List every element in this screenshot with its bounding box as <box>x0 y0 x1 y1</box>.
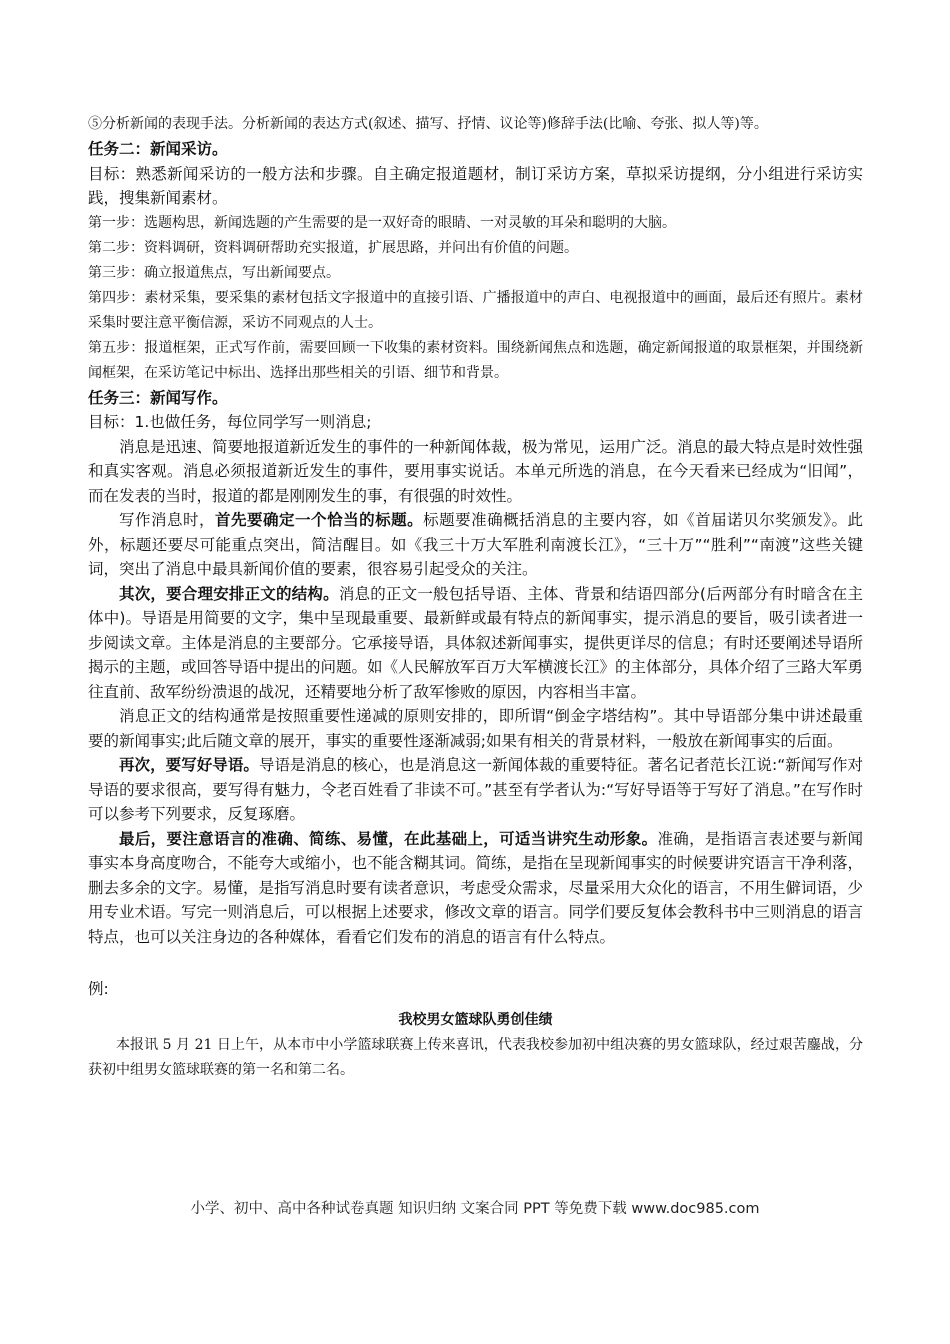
lead-paragraph-key: 再次，要写好导语。 <box>119 756 259 774</box>
task3-heading: 任务三：新闻写作。 <box>88 388 228 407</box>
spacer <box>88 949 863 977</box>
structure-paragraph-rest: 消息的正文一般包括导语、主体、背景和结语四部分(后两部分有时暗含在主体中)。导语是用简要的文字，集中呈现最重要、最新鲜或最有特点的新闻事实，提示消息的要旨，吸引读者进一步阅读文章。主体是消息的主要部分。它承接导语，具体叙述新闻事实，提供更详尽的信息；有时还要阐述导语所揭示的主题，或回答导语中提出的问题。如《人民解放军百万大军横渡长江》的主体部分，具体介绍了三路大军勇往直前、敌军纷纷溃退的战况，还精要地分析了敌军惨败的原因，内容相当丰富。 <box>88 584 864 701</box>
title-paragraph-key: 首先要确定一个恰当的标题。 <box>215 511 424 529</box>
example-title: 我校男女篮球队勇创佳绩 <box>398 1011 553 1028</box>
pyramid-paragraph: 消息正文的结构通常是按照重要性递减的原则安排的，即所谓“倒金字塔结构”。其中导语部分集中讲述最重要的新闻事实;此后随文章的展开，事实的重要性逐渐减弱;如果有相关的背景材料，一般放在新闻事实的后面。 <box>88 707 863 750</box>
example-label: 例: <box>88 980 109 998</box>
step-2: 第二步：资料调研，资料调研帮助充实报道，扩展思路，并问出有价值的问题。 <box>88 239 578 256</box>
step-5: 第五步：报道框架，正式写作前，需要回顾一下收集的素材资料。围绕新闻焦点和选题，确定新闻报道的取景框架，并围绕新闻框架，在采访笔记中标出、选择出那些相关的引语、细节和背景。 <box>88 339 863 381</box>
lead-paragraph-rest: 导语是消息的核心，也是消息这一新闻体裁的重要特征。著名记者范长江说:“新闻写作对导语的要求很高，要写得有魅力，令老百姓看了非读不可。”甚至有学者认为:“写好导语等于写好了消息。”在写作时可以参考下列要求，反复琢磨。 <box>88 756 863 823</box>
document-body <box>88 112 863 1083</box>
news-intro-paragraph: 消息是迅速、简要地报道新近发生的事件的一种新闻体裁，极为常见，运用广泛。消息的最大特点是时效性强和真实客观。消息必须报道新近发生的事件，要用事实说话。本单元所选的消息，在今天看来已经成为“旧闻”，而在发表的当时，报道的都是刚刚发生的事，有很强的时效性。 <box>88 437 864 505</box>
task3-goal: 目标：1.也做任务，每位同学写一则消息; <box>88 413 372 431</box>
task2-heading: 任务二：新闻采访。 <box>88 140 228 158</box>
step-4: 第四步：素材采集，要采集的素材包括文字报道中的直接引语、广播报道中的声白、电视报道中的画面，最后还有照片。素材采集时要注意平衡信源，采访不同观点的人士。 <box>88 289 863 331</box>
analysis-paragraph: ⑤分析新闻的表现手法。分析新闻的表达方式(叙述、描写、抒情、议论等)修辞手法(比喻、夸张、拟人等)等。 <box>88 116 768 132</box>
language-paragraph-key: 最后，要注意语言的准确、简练、易懂，在此基础上，可适当讲究生动形象。 <box>119 829 658 848</box>
lead-paragraph <box>88 753 863 827</box>
step-1: 第一步：选题构思，新闻选题的产生需要的是一双好奇的眼睛、一对灵敏的耳朵和聪明的大脑。 <box>88 214 676 231</box>
step-3: 第三步：确立报道焦点，写出新闻要点。 <box>88 264 340 281</box>
language-paragraph-rest: 准确，是指语言表述要与新闻事实本身高度吻合，不能夸大或缩小，也不能含糊其词。简练，是指在呈现新闻事实的时候要讲究语言干净利落，删去多余的文字。易懂，是指写消息时要有读者意识，考虑受众需求，尽量采用大众化的语言，不用生僻词语，少用专业术语。写完一则消息后，可以根据上述要求，修改文章的语言。同学们要反复体会教科书中三则消息的语言特点，也可以关注身边的各种媒体，看看它们发布的消息的语言有什么特点。 <box>88 829 864 946</box>
task2-goal: 目标：熟悉新闻采访的一般方法和步骤。自主确定报道题材，制订采访方案，草拟采访提纲，分小组进行采访实践，搜集新闻素材。 <box>88 164 863 207</box>
title-paragraph-rest: 标题要准确概括消息的主要内容，如《首届诺贝尔奖颁发》。此外，标题还要尽可能重点突出，简洁醒目。如《我三十万大军胜利南渡长江》，“三十万”“胜利”“南渡”这些关键词，突出了消息中最具新闻价值的要素，很容易引起受众的关注。 <box>88 511 863 578</box>
title-paragraph-lead: 写作消息时， <box>119 511 216 529</box>
example-body: 本报讯 5 月 21 日上午，从本市中小学篮球联赛上传来喜讯，代表我校参加初中组决赛的男女篮球队，经过艰苦鏖战，分获初中组男女篮球联赛的第一名和第二名。 <box>88 1036 863 1078</box>
page-footer: 小学、初中、高中各种试卷真题 知识归纳 文案合同 PPT 等免费下载 www.doc985.com <box>190 1201 760 1217</box>
structure-paragraph-key: 其次，要合理安排正文的结构。 <box>119 584 339 603</box>
structure-paragraph <box>88 582 863 705</box>
language-paragraph <box>88 827 863 950</box>
title-paragraph <box>88 508 863 582</box>
